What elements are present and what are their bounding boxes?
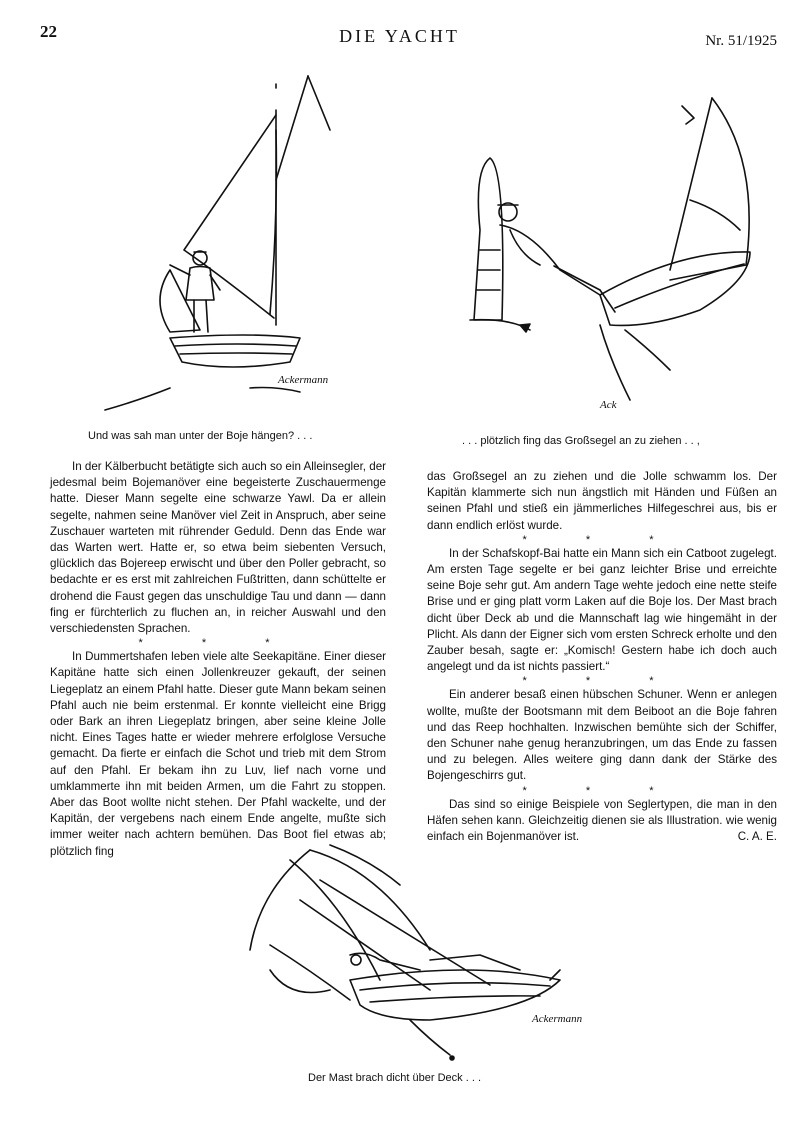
signature-bottom: Ackermann <box>532 1013 583 1025</box>
paragraph-continuation: das Großsegel an zu ziehen und die Jolle schwamm los. Der Kapitän klammerte sich nun ängstlich mit Händen und Füßen an seinen Pfahl und stieß ein jämmerliches Hilfegeschrei aus, bis er dann endlich erlöst wurde. <box>427 470 777 532</box>
caption-bottom: Der Mast brach dicht über Deck . . . <box>308 1072 482 1084</box>
caption-top-left: Und was sah man unter der Boje hängen? . . . <box>88 430 313 442</box>
section-divider: * * * <box>522 675 682 688</box>
illustration-captain-piling <box>450 80 780 420</box>
signature-top-left: Ackermann <box>278 374 329 386</box>
paragraph-schafskopf-bai: In der Schafskopf-Bai hatte ein Mann sich ein Catboot zugelegt. Am ersten Tage segelte er bei ganz leichter Brise und erreichte seine Boje sehr gut. Am andern Tage wehte jedoch eine nette steife Brise und er ging platt vorm Laken auf die Boje los. Der Mast brach dicht über Deck ab und die Mannschaft lag wie hingemäht in der Plicht. Als dann der Eigner sich vom ersten Schreck erholte und den Zauber besah, sagte er: „Komisch! Gestern habe ich doch auch angelegt und da ist nichts passiert.“ <box>427 546 777 674</box>
right-column <box>427 469 777 845</box>
journal-title: DIE YACHT <box>339 26 460 46</box>
paragraph-kaelberbucht: In der Kälberbucht betätigte sich auch so ein Alleinsegler, der jedesmal beim Bojemanöver eine begeisterte Zuschauermenge hatte. Dieser Mann segelte eine schwarze Yawl. Da er allein segelte, nahmen seine Manöver viel Zeit in Anspruch, aber seine Zuschauer warteten mit rührender Geduld. Denn das Ende war das Warten wert. Hatte er, so etwa beim siebenten Versuch, glücklich das Bojereep erwischt und über den Poller gebracht, so bedachte er es erst mit zahlreichen Fußtritten, dann schüttelte er drohend die Faust gegen das unschuldige Tau und dann — dann fing er fürchterlich zu fluchen an, in reicher Auswahl und den verschiedensten Sprachen. <box>50 460 386 636</box>
illustration-sailor-yawl <box>100 70 360 420</box>
paragraph-schuner: Ein anderer besaß einen hübschen Schuner. Wenn er anlegen wollte, mußte der Bootsmann mit dem Beiboot an die Boje fahren und das Reep hochhalten. Inzwischen bemühte sich der Schiffer, den Schuner nahe genug heranzubringen, um das Ende zu fassen und zu belegen. Alles weitere ging dann dank der Stärke des Bojengeschirrs gut. <box>427 688 777 783</box>
caption-top-right: . . . plötzlich fing das Großsegel an zu ziehen . . , <box>462 435 700 447</box>
left-column <box>50 459 386 860</box>
page-number: 22 <box>40 22 57 41</box>
section-divider: * * * <box>522 784 682 797</box>
section-divider: * * * <box>522 533 682 546</box>
illustration-broken-mast <box>230 830 610 1070</box>
section-divider: * * * <box>138 637 298 650</box>
author-signature: C. A. E. <box>737 830 777 844</box>
conclusion-text: Das sind so einige Beispiele von Seglertypen, die man in den Häfen sehen kann. Gleichzeitig dienen sie als Illustration. wie wenig einfach ein Bojenmanöver ist. <box>427 797 777 844</box>
signature-top-right: Ack <box>600 399 617 411</box>
issue-number: Nr. 51/1925 <box>705 33 777 49</box>
paragraph-dummertshafen: In Dummertshafen leben viele alte Seekapitäne. Einer dieser Kapitäne hatte sich einen Jollenkreuzer gekauft, der seinen Liegeplatz an einem Pfahl hatte. Dieser gute Mann bekam seinen Pfahl auch nie beim erstenmal. Er konnte vielleicht eine Brigg oder Bark an ihren Liegeplatz bringen, aber seine kleine Jolle nicht. Eines Tages hatte er wieder mehrere erfolglose Versuche gemacht. Da fierte er einfach die Schot und trieb mit dem Strom auf den Pfahl. Er bekam ihn zu Luv, lief nach vorne und umklammerte ihn mit beiden Armen, um die Fahrt zu stoppen. Aber das Boot wollte nicht stehen. Der Pfahl wackelte, und der Kapitän, der vergebens nach einem Ende angelte, mußte sich immer weiter nach achtern bemühen. Das Boot fiel etwas ab; plötzlich fing <box>50 650 386 858</box>
